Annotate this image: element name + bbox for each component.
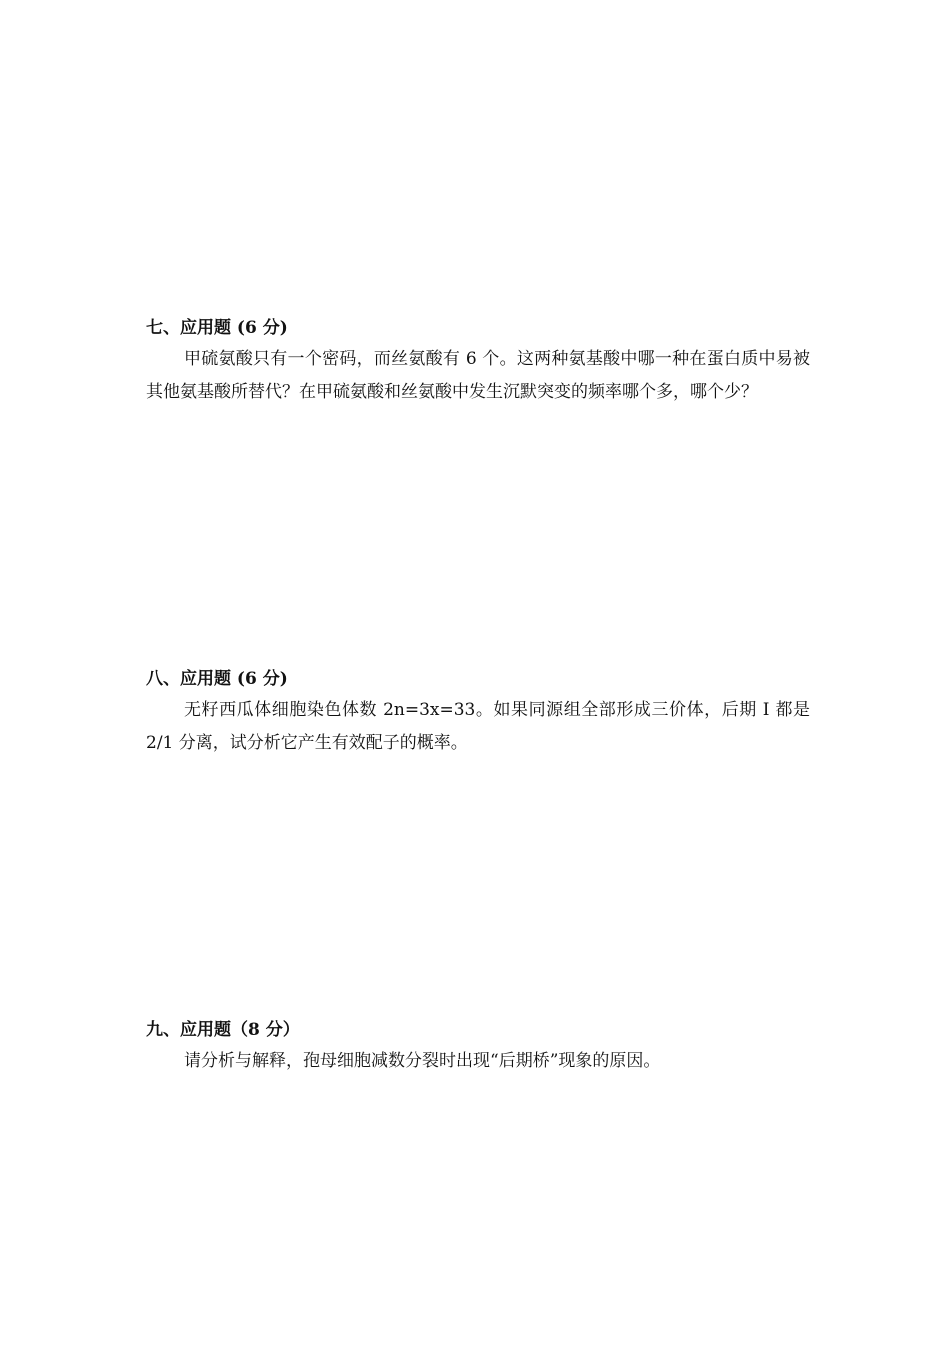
question-8-heading: 八、应用题 (6 分) [146,669,288,689]
question-8 [146,665,810,760]
question-7-body: 甲硫氨酸只有一个密码，而丝氨酸有 6 个。这两种氨基酸中哪一种在蛋白质中易被其他氨基酸所替代？在甲硫氨酸和丝氨酸中发生沉默突变的频率哪个多，哪个少？ [146,349,810,402]
question-8-body: 无籽西瓜体细胞染色体数 2n=3x=33。如果同源组全部形成三价体，后期 I 都是 2/1 分离，试分析它产生有效配子的概率。 [146,700,810,753]
question-9 [146,1016,810,1078]
question-9-heading: 九、应用题（8 分） [146,1020,300,1040]
question-9-body: 请分析与解释，孢母细胞减数分裂时出现“后期桥”现象的原因。 [184,1051,661,1071]
question-7 [146,314,810,409]
question-7-heading: 七、应用题 (6 分) [146,318,288,338]
